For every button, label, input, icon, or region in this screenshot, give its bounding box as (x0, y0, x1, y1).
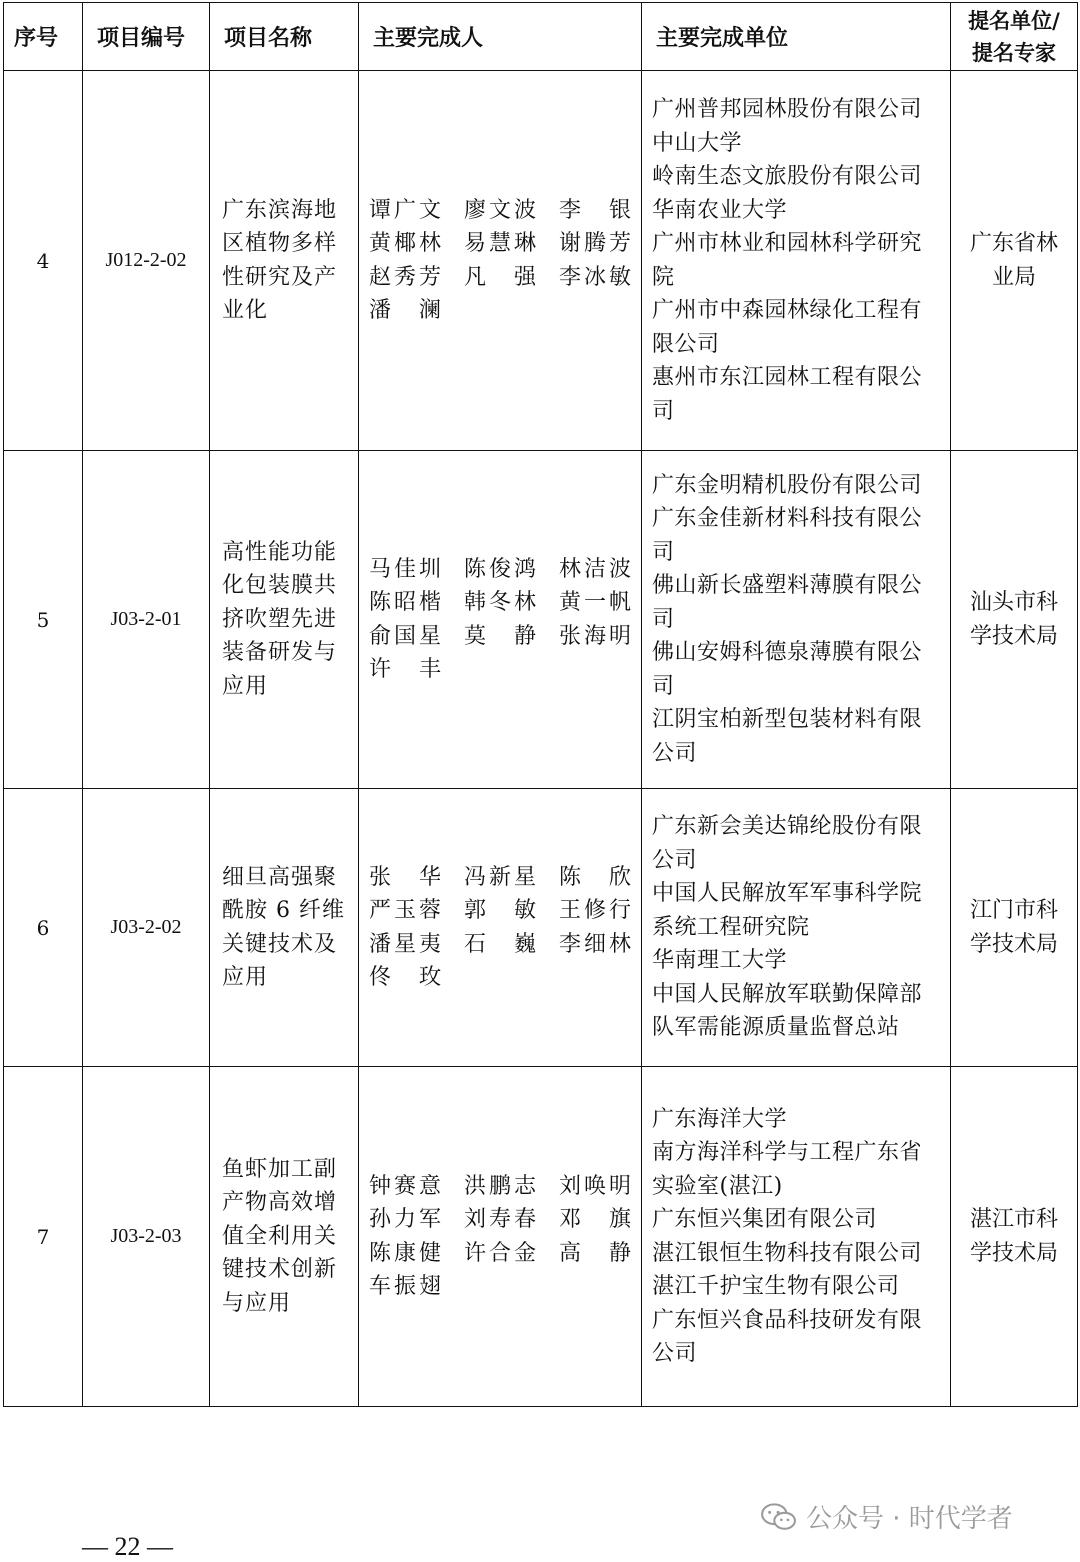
org-line: 惠州市东江园林工程有限公 (652, 365, 923, 390)
person-name: 林洁波 (559, 556, 631, 582)
row-orgs (642, 451, 951, 789)
person-name (559, 1270, 631, 1304)
project-name-line: 与应用 (222, 1290, 292, 1316)
person-name: 黄椰林 (369, 231, 441, 256)
project-name-line: 关键技术及 (222, 931, 338, 957)
project-name-line: 广东滨海地 (222, 197, 338, 223)
person-name: 韩冬林 (464, 590, 536, 615)
person-name: 车振翅 (369, 1274, 441, 1299)
org-line: 广东金明精机股份有限公司 (652, 472, 923, 498)
project-name-line: 酰胺 6 纤维 (222, 898, 345, 923)
org-line: 公司 (652, 847, 698, 873)
person-name: 石 巍 (464, 931, 536, 957)
row-people (359, 1067, 642, 1407)
people-line (369, 894, 631, 928)
person-name: 谭广文 (369, 197, 441, 223)
org-line: 广东新会美达锦纶股份有限 (652, 814, 923, 840)
table-header-row (4, 3, 1078, 71)
person-name: 钟赛意 (369, 1173, 441, 1199)
person-name: 潘 澜 (369, 298, 441, 323)
header-nominator (951, 3, 1078, 71)
person-name: 李细林 (559, 931, 631, 957)
org-line: 华南理工大学 (652, 948, 788, 974)
person-name (559, 653, 631, 687)
nominator-line: 广东省林 (969, 231, 1058, 256)
project-name-line: 鱼虾加工副 (222, 1156, 338, 1182)
person-name: 陈 欣 (559, 864, 631, 890)
people-line (369, 194, 631, 228)
header-people: 主要完成人 (359, 3, 642, 71)
person-name: 张海明 (559, 623, 631, 649)
org-line: 队军需能源质量监督总站 (652, 1015, 900, 1041)
org-line: 佛山新长盛塑料薄膜有限公 (652, 573, 923, 599)
person-name: 刘唤明 (559, 1173, 631, 1199)
person-name: 高 静 (559, 1240, 631, 1266)
org-line: 广东金佳新材料科技有限公 (652, 506, 923, 532)
people-line (369, 1170, 631, 1204)
row-project-name (210, 789, 359, 1067)
row-code: J03-2-03 (83, 1067, 210, 1407)
row-seq: 5 (4, 451, 83, 789)
nominator-line: 学技术局 (969, 623, 1058, 649)
person-name: 黄一帆 (559, 590, 631, 615)
people-line (369, 586, 631, 620)
org-line: 华南农业大学 (652, 197, 788, 223)
org-line: 院 (652, 264, 675, 290)
project-name-line: 化包装膜共 (222, 573, 338, 599)
org-line: 佛山安姆科德泉薄膜有限公 (652, 640, 923, 666)
person-name: 洪鹏志 (464, 1173, 536, 1199)
row-code: J03-2-01 (83, 451, 210, 789)
person-name: 莫 静 (464, 623, 536, 649)
nominator-line: 学技术局 (969, 931, 1058, 957)
people-line (369, 227, 631, 261)
person-name (559, 294, 631, 328)
person-name: 李冰敏 (559, 264, 631, 290)
table-row (4, 789, 1078, 1067)
people-line (369, 620, 631, 654)
header-code: 项目编号 (83, 3, 210, 71)
wechat-icon (760, 1502, 798, 1532)
people-line (369, 294, 631, 328)
header-orgs: 主要完成单位 (642, 3, 951, 71)
person-name: 廖文波 (464, 197, 536, 223)
person-name (464, 961, 536, 995)
row-project-name (210, 1067, 359, 1407)
org-line: 南方海洋科学与工程广东省 (652, 1140, 923, 1165)
row-orgs (642, 1067, 951, 1407)
row-project-name (210, 71, 359, 451)
org-line: 广东海洋大学 (652, 1106, 788, 1132)
project-name-line: 键技术创新 (222, 1257, 338, 1283)
project-name-line: 业化 (222, 298, 269, 323)
person-name: 潘星夷 (369, 931, 441, 957)
project-name-line: 应用 (222, 673, 269, 699)
row-orgs (642, 789, 951, 1067)
project-name-line: 产物高效增 (222, 1190, 338, 1216)
project-name-line: 区植物多样 (222, 231, 338, 256)
people-line (369, 653, 631, 687)
project-name-line: 应用 (222, 965, 269, 990)
org-line: 岭南生态文旅股份有限公司 (652, 164, 923, 189)
row-project-name (210, 451, 359, 789)
person-name: 王修行 (559, 898, 631, 923)
nominator-line: 业局 (991, 264, 1036, 290)
person-name (464, 1270, 536, 1304)
table-row (4, 451, 1078, 789)
person-name: 佟 玫 (369, 965, 441, 990)
person-name: 李 银 (559, 197, 631, 223)
header-name: 项目名称 (210, 3, 359, 71)
org-line: 广东恒兴食品科技研发有限 (652, 1307, 923, 1333)
project-name-line: 挤吹塑先进 (222, 606, 338, 632)
person-name: 邓 旗 (559, 1207, 631, 1232)
person-name: 郭 敏 (464, 898, 536, 923)
row-nominator (951, 789, 1078, 1067)
org-line: 广州市林业和园林科学研究 (652, 231, 923, 256)
row-seq: 4 (4, 71, 83, 451)
org-line: 湛江千护宝生物有限公司 (652, 1274, 900, 1299)
nominator-line: 汕头市科 (969, 590, 1058, 615)
table-row (4, 1067, 1078, 1407)
org-line: 广东恒兴集团有限公司 (652, 1207, 878, 1232)
person-name: 赵秀芳 (369, 264, 441, 290)
person-name: 谢腾芳 (559, 231, 631, 256)
org-line: 中国人民解放军军事科学院 (652, 881, 923, 907)
person-name: 张 华 (369, 864, 441, 890)
person-name (464, 653, 536, 687)
org-line: 司 (652, 606, 675, 632)
person-name (559, 961, 631, 995)
awards-table (3, 2, 1078, 1407)
row-code: J03-2-02 (83, 789, 210, 1067)
people-line (369, 961, 631, 995)
people-line (369, 861, 631, 895)
person-name: 许合金 (464, 1240, 536, 1266)
org-line: 系统工程研究院 (652, 914, 810, 940)
person-name: 陈昭楷 (369, 590, 441, 615)
org-line: 司 (652, 673, 675, 699)
row-orgs (642, 71, 951, 451)
person-name: 严玉蓉 (369, 898, 441, 923)
org-line: 公司 (652, 740, 698, 766)
row-code: J012-2-02 (83, 71, 210, 451)
person-name: 冯新星 (464, 864, 536, 890)
org-line: 江阴宝柏新型包装材料有限 (652, 707, 923, 733)
person-name: 凡 强 (464, 264, 536, 290)
project-name-line: 值全利用关 (222, 1223, 338, 1249)
person-name: 俞国星 (369, 623, 441, 649)
watermark (760, 1498, 1013, 1535)
org-line: 中国人民解放军联勤保障部 (652, 981, 923, 1007)
people-line (369, 1203, 631, 1237)
row-people (359, 789, 642, 1067)
header-nominator-text: 提名单位/ 提名专家 (968, 7, 1060, 65)
watermark-text: 公众号 · 时代学者 (806, 1504, 1013, 1534)
project-name-line: 细旦高强聚 (222, 864, 338, 890)
org-line: 广州普邦园林股份有限公司 (652, 97, 923, 122)
org-line: 中山大学 (652, 130, 743, 156)
person-name (464, 294, 536, 328)
person-name: 许 丰 (369, 657, 441, 682)
project-name-line: 高性能功能 (222, 539, 338, 565)
row-nominator (951, 71, 1078, 451)
people-line (369, 1237, 631, 1271)
nominator-line: 学技术局 (969, 1240, 1058, 1266)
page-number: — 22 — (82, 1532, 173, 1561)
row-people (359, 71, 642, 451)
person-name: 易慧琳 (464, 231, 536, 256)
people-line (369, 261, 631, 295)
project-name-line: 装备研发与 (222, 640, 338, 666)
row-nominator (951, 451, 1078, 789)
org-line: 广州市中森园林绿化工程有 (652, 298, 923, 323)
project-name-line: 性研究及产 (222, 264, 338, 290)
org-line: 实验室(湛江) (652, 1173, 783, 1199)
people-line (369, 1270, 631, 1304)
header-seq: 序号 (4, 3, 83, 71)
nominator-line: 江门市科 (969, 898, 1058, 923)
org-line: 公司 (652, 1341, 698, 1366)
people-line (369, 553, 631, 587)
row-nominator (951, 1067, 1078, 1407)
person-name: 陈俊鸿 (464, 556, 536, 582)
row-people (359, 451, 642, 789)
org-line: 湛江银恒生物科技有限公司 (652, 1240, 923, 1266)
person-name: 陈康健 (369, 1240, 441, 1266)
row-seq: 6 (4, 789, 83, 1067)
nominator-line: 湛江市科 (969, 1207, 1058, 1232)
org-line: 司 (652, 539, 675, 565)
row-seq: 7 (4, 1067, 83, 1407)
org-line: 司 (652, 398, 675, 424)
person-name: 孙力军 (369, 1207, 441, 1232)
org-line: 限公司 (652, 331, 720, 357)
person-name: 刘寿春 (464, 1207, 536, 1232)
people-line (369, 928, 631, 962)
person-name: 马佳圳 (369, 556, 441, 582)
table-row (4, 71, 1078, 451)
